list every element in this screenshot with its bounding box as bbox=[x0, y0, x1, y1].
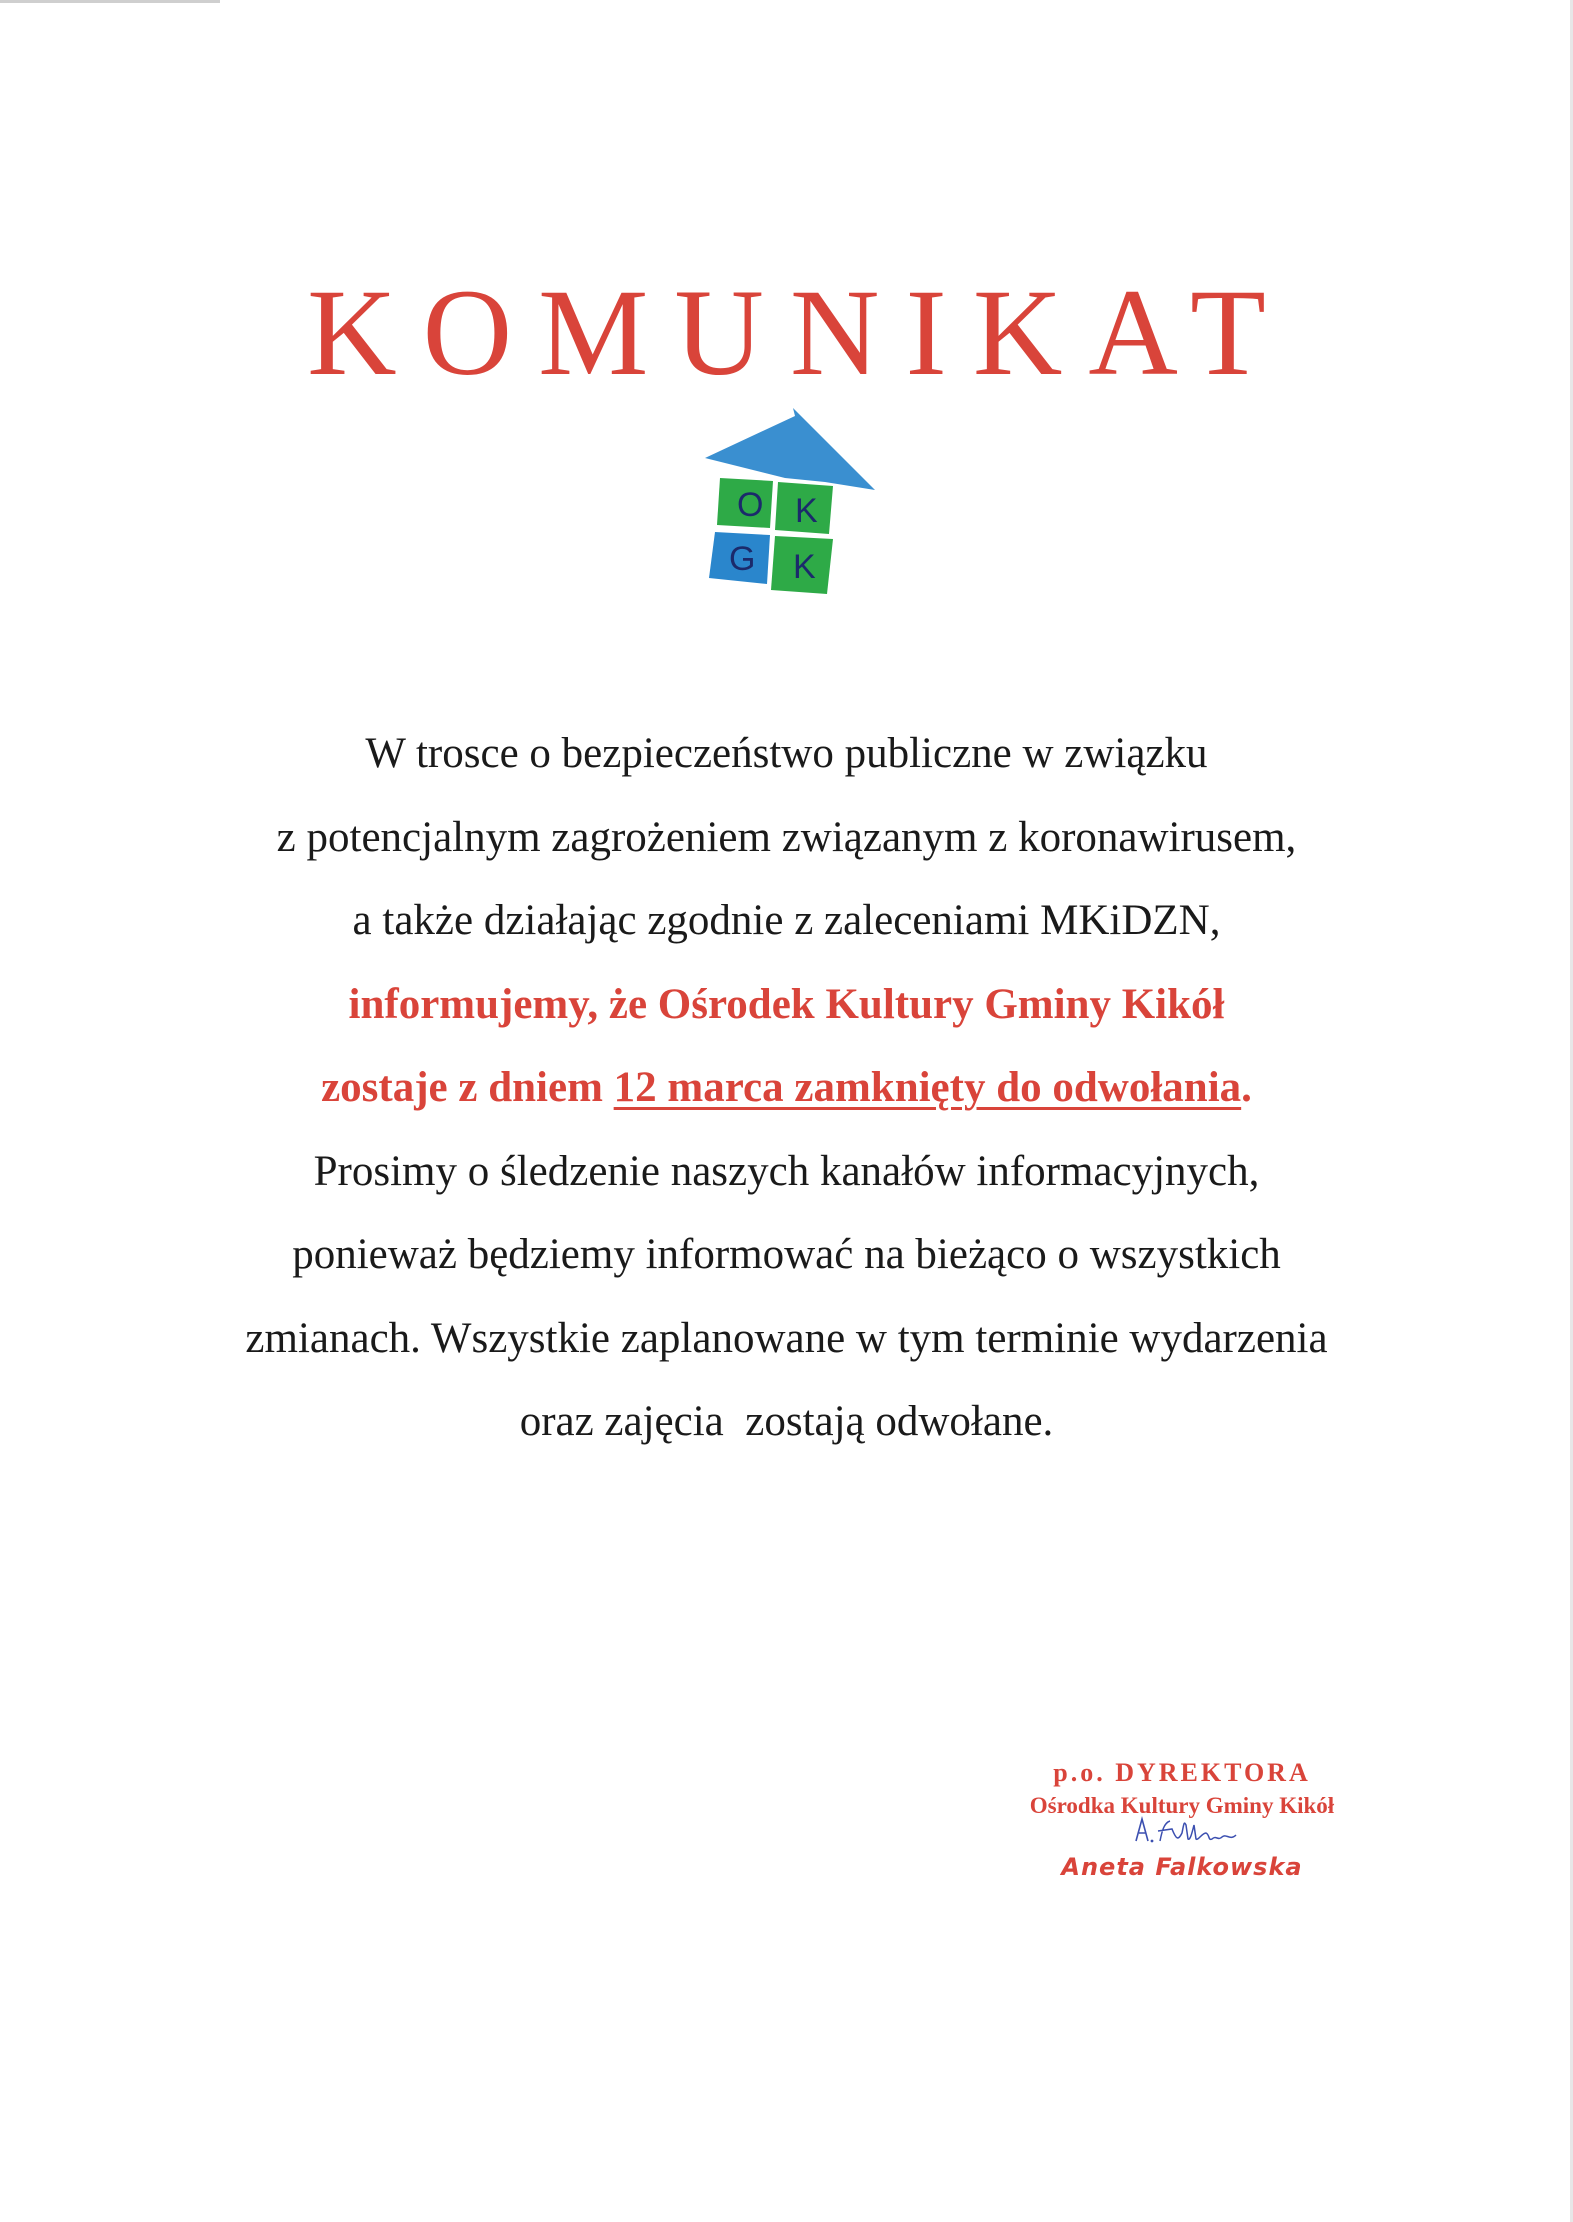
stamp-name: Aneta Falkowska bbox=[1061, 1853, 1303, 1881]
page-title: KOMUNIKAT bbox=[307, 264, 1292, 402]
closure-suffix: . bbox=[1241, 1064, 1252, 1111]
announcement-body bbox=[0, 712, 1573, 1464]
handwritten-signature bbox=[982, 1817, 1382, 1855]
paragraph2-line3: zmianach. Wszystkie zaplanowane w tym terminie wydarzenia bbox=[245, 1314, 1328, 1362]
closure-prefix: zostaje z dniem bbox=[321, 1064, 614, 1111]
scan-edge-line bbox=[0, 0, 220, 3]
closure-date: 12 marca zamknięty do odwołania bbox=[613, 1064, 1242, 1111]
logo-letter-k2: K bbox=[793, 548, 816, 586]
paragraph1-line1: W trosce o bezpieczeństwo publiczne w związku bbox=[365, 730, 1208, 777]
paragraph1-line2: z potencjalnym zagrożeniem związanym z koronawirusem, bbox=[276, 813, 1297, 861]
stamp-title: p.o. DYREKTORA bbox=[1053, 1758, 1311, 1787]
logo-roof bbox=[705, 408, 875, 490]
paragraph1-line3: a także działając zgodnie z zaleceniami MKiDZN, bbox=[352, 897, 1221, 944]
paragraph2-line1: Prosimy o śledzenie naszych kanałów informacyjnych, bbox=[313, 1147, 1260, 1195]
logo-letter-k1: K bbox=[795, 492, 818, 530]
okgk-logo bbox=[675, 408, 885, 644]
paragraph2-line4: oraz zajęcia zostają odwołane. bbox=[519, 1398, 1054, 1445]
closure-notice-line2 bbox=[0, 1046, 1573, 1130]
director-stamp bbox=[982, 1760, 1382, 1879]
closure-notice-line1: informujemy, że Ośrodek Kultury Gminy Kikół bbox=[348, 980, 1225, 1028]
stamp-institution: Ośrodka Kultury Gminy Kikół bbox=[1029, 1793, 1335, 1818]
logo-letter-o: O bbox=[737, 486, 764, 524]
paragraph2-line2: ponieważ będziemy informować na bieżąco o wszystkich bbox=[292, 1231, 1281, 1278]
logo-letter-g: G bbox=[729, 540, 756, 578]
